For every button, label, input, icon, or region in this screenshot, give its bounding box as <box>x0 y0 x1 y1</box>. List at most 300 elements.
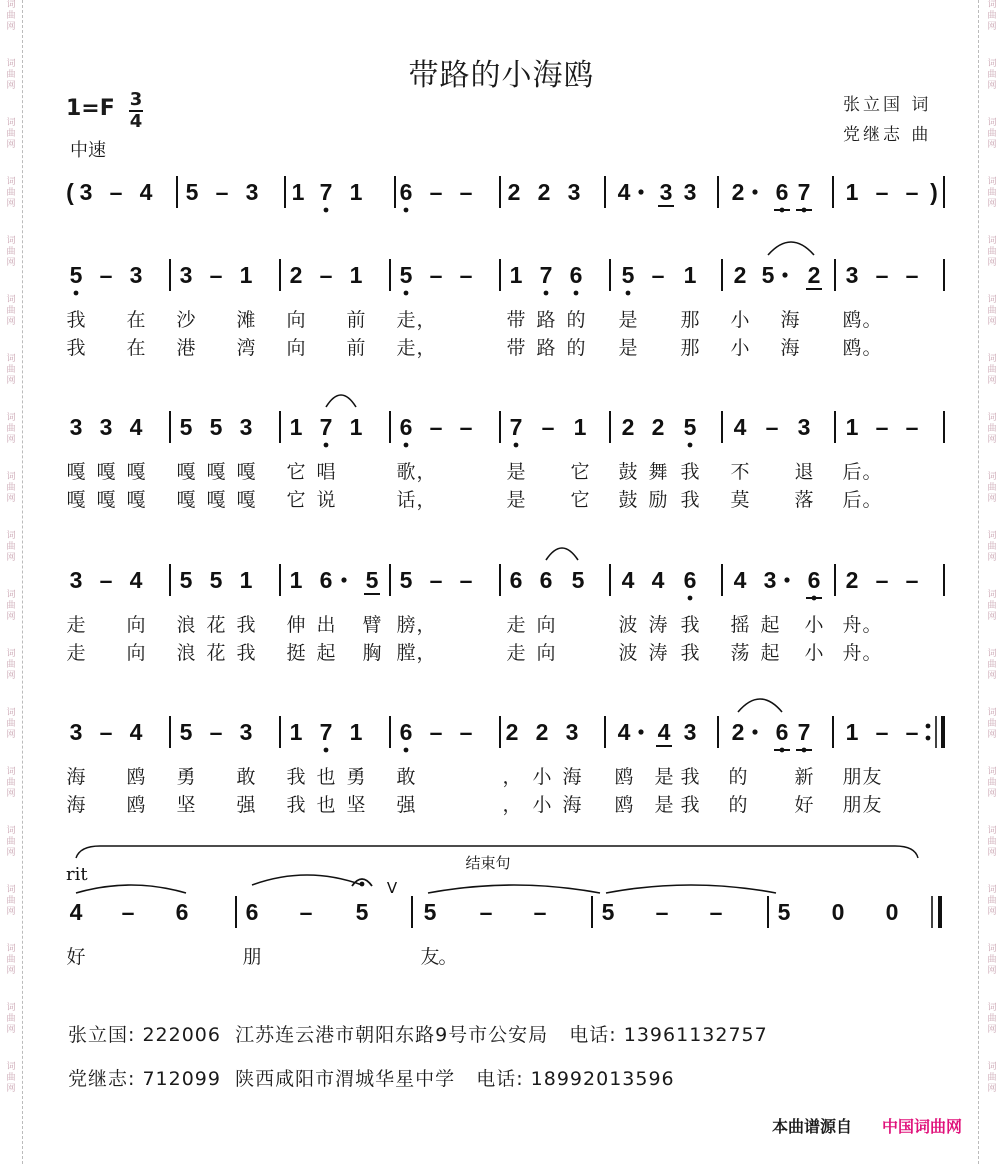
dash-extension: – <box>109 179 123 205</box>
slur-arc <box>738 699 782 712</box>
intro-paren-open: ( <box>66 179 74 205</box>
contact-phone-label: 电话: <box>569 1024 617 1046</box>
lyric-verse-1: 花 <box>206 614 226 636</box>
note-2: 2 <box>651 414 665 440</box>
lyric-verse-2: 海 <box>562 794 582 816</box>
watermark-glyph: 曲 <box>987 247 997 257</box>
lyric-verse-1: 是 <box>618 309 638 331</box>
watermark-glyph: 网 <box>987 258 997 268</box>
lyric-verse-2: 朋 <box>842 794 862 816</box>
note-1: 1 <box>845 179 859 205</box>
low-octave-dot <box>74 291 79 296</box>
watermark-glyph: 曲 <box>987 70 997 80</box>
watermark-glyph: 曲 <box>987 483 997 493</box>
low-octave-dot <box>324 208 329 213</box>
augmentation-dot <box>782 272 787 277</box>
watermark-glyph: 曲 <box>6 778 16 788</box>
lyric-verse-1: 海 <box>66 766 86 788</box>
note-0: 0 <box>885 899 899 925</box>
note-5: 5 <box>365 567 379 593</box>
contact-composer <box>68 1064 675 1091</box>
watermark-glyph: 网 <box>6 730 16 740</box>
note-5: 5 <box>179 414 193 440</box>
note-4: 4 <box>129 567 143 593</box>
augmentation-dot <box>752 189 757 194</box>
watermark-glyph: 网 <box>987 494 997 504</box>
watermark-glyph: 曲 <box>987 188 997 198</box>
watermark-glyph: 词 <box>987 236 997 246</box>
low-octave-dot <box>324 443 329 448</box>
watermark-glyph: 曲 <box>6 955 16 965</box>
watermark-glyph: 词 <box>987 295 997 305</box>
watermark-glyph: 曲 <box>6 1073 16 1083</box>
lyric-verse-1: 臂 <box>362 614 382 636</box>
watermark-glyph: 网 <box>6 494 16 504</box>
lyric-verse-1: 朋 <box>842 766 862 788</box>
lyric-verse-1: 嘎 <box>236 461 256 483</box>
augmentation-dot <box>638 729 643 734</box>
note-6: 6 <box>683 567 697 593</box>
lyric-verse-2: 前 <box>346 337 366 359</box>
note-3: 3 <box>129 262 143 288</box>
note-5: 5 <box>69 262 83 288</box>
dash-extension: – <box>905 567 919 593</box>
watermark-glyph: 曲 <box>987 719 997 729</box>
watermark-glyph: 网 <box>6 1084 16 1094</box>
watermark-glyph: 曲 <box>6 896 16 906</box>
watermark-glyph: 词 <box>987 413 997 423</box>
note-0: 0 <box>831 899 845 925</box>
watermark-glyph: 曲 <box>987 896 997 906</box>
lyric-verse-2: 走 <box>396 337 416 359</box>
watermark-glyph: 词 <box>6 826 16 836</box>
lyric-verse-2: 舟 <box>842 642 862 664</box>
dash-extension: – <box>541 414 555 440</box>
augmentation-dot <box>638 189 643 194</box>
lyric-verse-2: 也 <box>316 794 336 816</box>
lyric-verse-2: 起 <box>316 642 336 664</box>
watermark-glyph: 曲 <box>6 601 16 611</box>
lyric-verse-2: 它 <box>570 489 590 511</box>
watermark-glyph: 网 <box>6 848 16 858</box>
lyric-verse-1: 嘎 <box>206 461 226 483</box>
note-1: 1 <box>239 567 253 593</box>
dash-extension: – <box>905 414 919 440</box>
watermark-glyph: 词 <box>6 236 16 246</box>
slur-arc <box>606 885 776 893</box>
lyric-verse-2: 是 <box>618 337 638 359</box>
dash-extension: – <box>215 179 229 205</box>
watermark-glyph: 词 <box>6 1062 16 1072</box>
lyric-verse-2: 海 <box>66 794 86 816</box>
note-5: 5 <box>355 899 369 925</box>
dash-extension: – <box>459 179 473 205</box>
lyric-verse-1: 舞 <box>648 461 668 483</box>
watermark-glyph: 网 <box>6 199 16 209</box>
lyric-verse-1: 的 <box>728 766 748 788</box>
note-3: 3 <box>565 719 579 745</box>
note-4: 4 <box>733 414 747 440</box>
note-3: 3 <box>69 719 83 745</box>
watermark-glyph: 词 <box>6 944 16 954</box>
note-2: 2 <box>731 179 745 205</box>
lyric-verse-2: 强 <box>236 794 256 816</box>
coda-lyric: 。 <box>438 946 458 968</box>
watermark-glyph: 网 <box>987 789 997 799</box>
note-2: 2 <box>507 179 521 205</box>
lyric-verse-1: 嘎 <box>176 461 196 483</box>
watermark-glyph: 曲 <box>6 837 16 847</box>
note-4: 4 <box>733 567 747 593</box>
lyric-verse-1: 小 <box>804 614 824 636</box>
note-1: 1 <box>349 179 363 205</box>
lyric-verse-1: 海 <box>780 309 800 331</box>
lyric-verse-1: 后 <box>842 461 862 483</box>
coda-lyric: 友 <box>420 946 440 968</box>
note-7: 7 <box>797 179 811 205</box>
augmentation-dot <box>752 729 757 734</box>
watermark-glyph: 词 <box>987 649 997 659</box>
note-2: 2 <box>289 262 303 288</box>
dash-extension: – <box>319 262 333 288</box>
note-5: 5 <box>423 899 437 925</box>
lyric-verse-1: 那 <box>680 309 700 331</box>
coda-lyric: 好 <box>66 946 86 968</box>
watermark-glyph: 词 <box>987 944 997 954</box>
lyric-verse-1: 不 <box>730 461 750 483</box>
lyric-verse-2: 荡 <box>730 642 750 664</box>
note-2: 2 <box>731 719 745 745</box>
lyric-verse-2: 我 <box>680 489 700 511</box>
lyric-verse-2: 我 <box>66 337 86 359</box>
watermark-glyph: 曲 <box>6 483 16 493</box>
note-5: 5 <box>601 899 615 925</box>
note-3: 3 <box>683 719 697 745</box>
watermark-glyph: 词 <box>987 826 997 836</box>
lyric-verse-1: 友 <box>862 766 882 788</box>
lyric-verse-1: 路 <box>536 309 556 331</box>
watermark-glyph: 曲 <box>6 542 16 552</box>
breath-mark: V <box>386 879 398 897</box>
watermark-glyph: 曲 <box>6 129 16 139</box>
repeat-dot <box>926 724 931 729</box>
low-octave-dot <box>626 291 631 296</box>
note-4: 4 <box>657 719 671 745</box>
note-2: 2 <box>505 719 519 745</box>
lyric-verse-2: 的 <box>728 794 748 816</box>
note-5: 5 <box>185 179 199 205</box>
lyric-verse-1: 歌 <box>396 461 416 483</box>
low-octave-dot <box>514 443 519 448</box>
lyric-verse-2: 是 <box>654 794 674 816</box>
key-signature: 1=F <box>66 96 115 121</box>
lyric-verse-1: 敢 <box>396 766 416 788</box>
composer-credit: 党继志 曲 <box>843 125 932 145</box>
time-numerator: 3 <box>129 89 143 110</box>
low-octave-dot <box>324 748 329 753</box>
watermark-glyph: 曲 <box>987 365 997 375</box>
watermark-glyph: 网 <box>6 671 16 681</box>
dash-extension: – <box>429 567 443 593</box>
note-3: 3 <box>99 414 113 440</box>
watermark-glyph: 网 <box>6 140 16 150</box>
watermark-glyph: 词 <box>6 767 16 777</box>
dash-extension: – <box>429 262 443 288</box>
watermark-glyph: 网 <box>987 848 997 858</box>
note-1: 1 <box>239 262 253 288</box>
source-prefix: 本曲谱源自 <box>772 1117 853 1136</box>
watermark-glyph: 词 <box>987 472 997 482</box>
lyric-verse-2: 港 <box>176 337 196 359</box>
low-octave-dot <box>404 291 409 296</box>
slur-arc <box>326 395 356 407</box>
dash-extension: – <box>99 567 113 593</box>
lyric-verse-1: 。 <box>862 461 882 483</box>
lyric-verse-2: 胸 <box>362 642 382 664</box>
watermark-glyph: 网 <box>987 22 997 32</box>
lyric-verse-1: 起 <box>760 614 780 636</box>
watermark-glyph: 词 <box>6 1003 16 1013</box>
repeat-dot <box>926 736 931 741</box>
watermark-glyph: 曲 <box>6 424 16 434</box>
lyric-verse-1: 向 <box>536 614 556 636</box>
note-1: 1 <box>349 262 363 288</box>
lyric-verse-1: 鸥 <box>126 766 146 788</box>
watermark-glyph: 网 <box>6 376 16 386</box>
watermark-glyph: 网 <box>987 199 997 209</box>
note-5: 5 <box>571 567 585 593</box>
watermark-glyph: 网 <box>6 435 16 445</box>
watermark-glyph: 曲 <box>6 11 16 21</box>
lyric-verse-2: 鸥 <box>126 794 146 816</box>
low-octave-dot <box>404 748 409 753</box>
note-6: 6 <box>245 899 259 925</box>
lyric-verse-1: 嘎 <box>96 461 116 483</box>
note-3: 3 <box>683 179 697 205</box>
lyric-verse-2: 波 <box>618 642 638 664</box>
lyric-verse-1: 沙 <box>176 309 196 331</box>
watermark-glyph: 网 <box>987 907 997 917</box>
watermark-glyph: 词 <box>987 1062 997 1072</box>
watermark-glyph: 网 <box>987 140 997 150</box>
lyric-verse-1: 我 <box>680 614 700 636</box>
lyric-verse-2: 小 <box>730 337 750 359</box>
dash-extension: – <box>905 719 919 745</box>
watermark-glyph: 曲 <box>987 660 997 670</box>
watermark-glyph: 词 <box>6 708 16 718</box>
note-7: 7 <box>319 719 333 745</box>
watermark-glyph: 词 <box>987 531 997 541</box>
watermark-glyph: 曲 <box>987 424 997 434</box>
lyric-verse-1: 向 <box>126 614 146 636</box>
note-5: 5 <box>777 899 791 925</box>
lyric-verse-1: 唱 <box>316 461 336 483</box>
note-2: 2 <box>535 719 549 745</box>
lyric-verse-2: 。 <box>862 489 882 511</box>
watermark-glyph: 词 <box>6 885 16 895</box>
note-4: 4 <box>139 179 153 205</box>
contact-phone: 13961132757 <box>623 1024 768 1046</box>
watermark-glyph: 曲 <box>987 955 997 965</box>
lyric-verse-1: 舟 <box>842 614 862 636</box>
note-6: 6 <box>319 567 333 593</box>
watermark-glyph: 曲 <box>987 837 997 847</box>
augmentation-dot <box>341 577 346 582</box>
lyric-verse-1: 涛 <box>648 614 668 636</box>
lyric-verse-2: 我 <box>236 642 256 664</box>
lyric-verse-2: 膛 <box>396 642 416 664</box>
dash-extension: – <box>429 719 443 745</box>
note-5: 5 <box>179 719 193 745</box>
lyric-verse-2: 我 <box>680 794 700 816</box>
lyric-verse-1: 滩 <box>236 309 256 331</box>
dash-extension: – <box>209 262 223 288</box>
lyric-verse-1: 也 <box>316 766 336 788</box>
note-3: 3 <box>69 414 83 440</box>
lyric-verse-1: 。 <box>862 614 882 636</box>
dash-extension: – <box>533 899 547 925</box>
watermark-glyph: 曲 <box>6 1014 16 1024</box>
lyric-verse-2: 坚 <box>176 794 196 816</box>
watermark-glyph: 词 <box>6 354 16 364</box>
note-3: 3 <box>239 414 253 440</box>
contact-name: 张立国: <box>68 1024 136 1046</box>
lyric-verse-1: ， <box>502 766 522 788</box>
note-4: 4 <box>617 719 631 745</box>
intro-paren-close: ) <box>930 179 938 205</box>
dash-extension: – <box>429 179 443 205</box>
lyric-verse-2: 带 <box>506 337 526 359</box>
note-1: 1 <box>289 414 303 440</box>
lyric-verse-1: ， <box>416 614 436 636</box>
lyric-verse-2: 涛 <box>648 642 668 664</box>
watermark-glyph: 词 <box>987 590 997 600</box>
watermark-glyph: 词 <box>987 59 997 69</box>
lyric-verse-1: 小 <box>730 309 750 331</box>
watermark-glyph: 词 <box>987 1003 997 1013</box>
note-5: 5 <box>179 567 193 593</box>
low-octave-dot <box>688 443 693 448</box>
contact-name: 党继志: <box>68 1068 136 1090</box>
dash-extension: – <box>459 719 473 745</box>
note-3: 3 <box>69 567 83 593</box>
note-1: 1 <box>509 262 523 288</box>
watermark-glyph: 词 <box>987 708 997 718</box>
lyric-verse-2: ， <box>502 794 522 816</box>
note-3: 3 <box>659 179 673 205</box>
watermark-glyph: 网 <box>6 258 16 268</box>
contact-postcode: 712099 <box>142 1068 221 1090</box>
note-6: 6 <box>775 179 789 205</box>
note-1: 1 <box>289 719 303 745</box>
note-4: 4 <box>617 179 631 205</box>
watermark-glyph: 网 <box>987 966 997 976</box>
watermark-glyph: 曲 <box>987 778 997 788</box>
lyric-verse-2: 鼓 <box>618 489 638 511</box>
low-octave-dot <box>404 443 409 448</box>
watermark-glyph: 网 <box>6 907 16 917</box>
slur-arc <box>428 885 600 893</box>
dash-extension: – <box>875 414 889 440</box>
watermark-glyph: 曲 <box>987 542 997 552</box>
dash-extension: – <box>875 179 889 205</box>
lyric-verse-2: 嘎 <box>66 489 86 511</box>
lyric-verse-1: 嘎 <box>126 461 146 483</box>
contact-phone: 18992013596 <box>530 1068 675 1090</box>
watermark-glyph: 网 <box>6 81 16 91</box>
watermark-glyph: 词 <box>987 767 997 777</box>
watermark-glyph: 网 <box>6 1025 16 1035</box>
lyric-verse-1: 波 <box>618 614 638 636</box>
watermark-glyph: 曲 <box>987 1073 997 1083</box>
lyric-verse-2: 嘎 <box>96 489 116 511</box>
watermark-glyph: 网 <box>987 81 997 91</box>
note-6: 6 <box>509 567 523 593</box>
note-6: 6 <box>399 414 413 440</box>
dash-extension: – <box>299 899 313 925</box>
dash-extension: – <box>121 899 135 925</box>
note-3: 3 <box>763 567 777 593</box>
dash-extension: – <box>709 899 723 925</box>
watermark-glyph: 词 <box>987 354 997 364</box>
lyric-verse-1: 退 <box>794 461 814 483</box>
source-site-link[interactable]: 中国词曲网 <box>882 1117 963 1136</box>
lyric-verse-2: 坚 <box>346 794 366 816</box>
fermata-dot <box>360 882 365 887</box>
lyric-verse-1: 是 <box>654 766 674 788</box>
note-1: 1 <box>291 179 305 205</box>
watermark-glyph: 网 <box>6 22 16 32</box>
dash-extension: – <box>209 719 223 745</box>
lyric-verse-2: 路 <box>536 337 556 359</box>
watermark-glyph: 词 <box>6 413 16 423</box>
lyric-verse-1: 嘎 <box>66 461 86 483</box>
low-octave-dot <box>688 596 693 601</box>
note-3: 3 <box>567 179 581 205</box>
note-7: 7 <box>797 719 811 745</box>
watermark-glyph: 词 <box>6 295 16 305</box>
watermark-glyph: 曲 <box>6 365 16 375</box>
note-1: 1 <box>289 567 303 593</box>
lyric-verse-1: 走 <box>396 309 416 331</box>
note-1: 1 <box>573 414 587 440</box>
ending-label: 结束句 <box>465 854 511 872</box>
lyric-verse-1: 我 <box>236 614 256 636</box>
lyric-verse-2: 强 <box>396 794 416 816</box>
lyric-verse-2: 我 <box>286 794 306 816</box>
contact-postcode: 222006 <box>142 1024 221 1046</box>
note-7: 7 <box>539 262 553 288</box>
dash-extension: – <box>905 179 919 205</box>
note-5: 5 <box>399 567 413 593</box>
lyric-verse-2: 起 <box>760 642 780 664</box>
lyric-verse-2: 走 <box>66 642 86 664</box>
note-4: 4 <box>129 719 143 745</box>
watermark-glyph: 曲 <box>987 129 997 139</box>
lyric-verse-2: 。 <box>862 337 882 359</box>
note-2: 2 <box>621 414 635 440</box>
watermark-glyph: 网 <box>987 730 997 740</box>
note-1: 1 <box>845 719 859 745</box>
contact-address: 陕西咸阳市渭城华星中学 <box>235 1068 456 1090</box>
lyric-verse-2: 向 <box>536 642 556 664</box>
watermark-glyph: 词 <box>6 590 16 600</box>
lyric-verse-2: 向 <box>286 337 306 359</box>
note-7: 7 <box>319 414 333 440</box>
dash-extension: – <box>905 262 919 288</box>
lyric-verse-1: 浪 <box>176 614 196 636</box>
lyric-verse-2: 嘎 <box>236 489 256 511</box>
